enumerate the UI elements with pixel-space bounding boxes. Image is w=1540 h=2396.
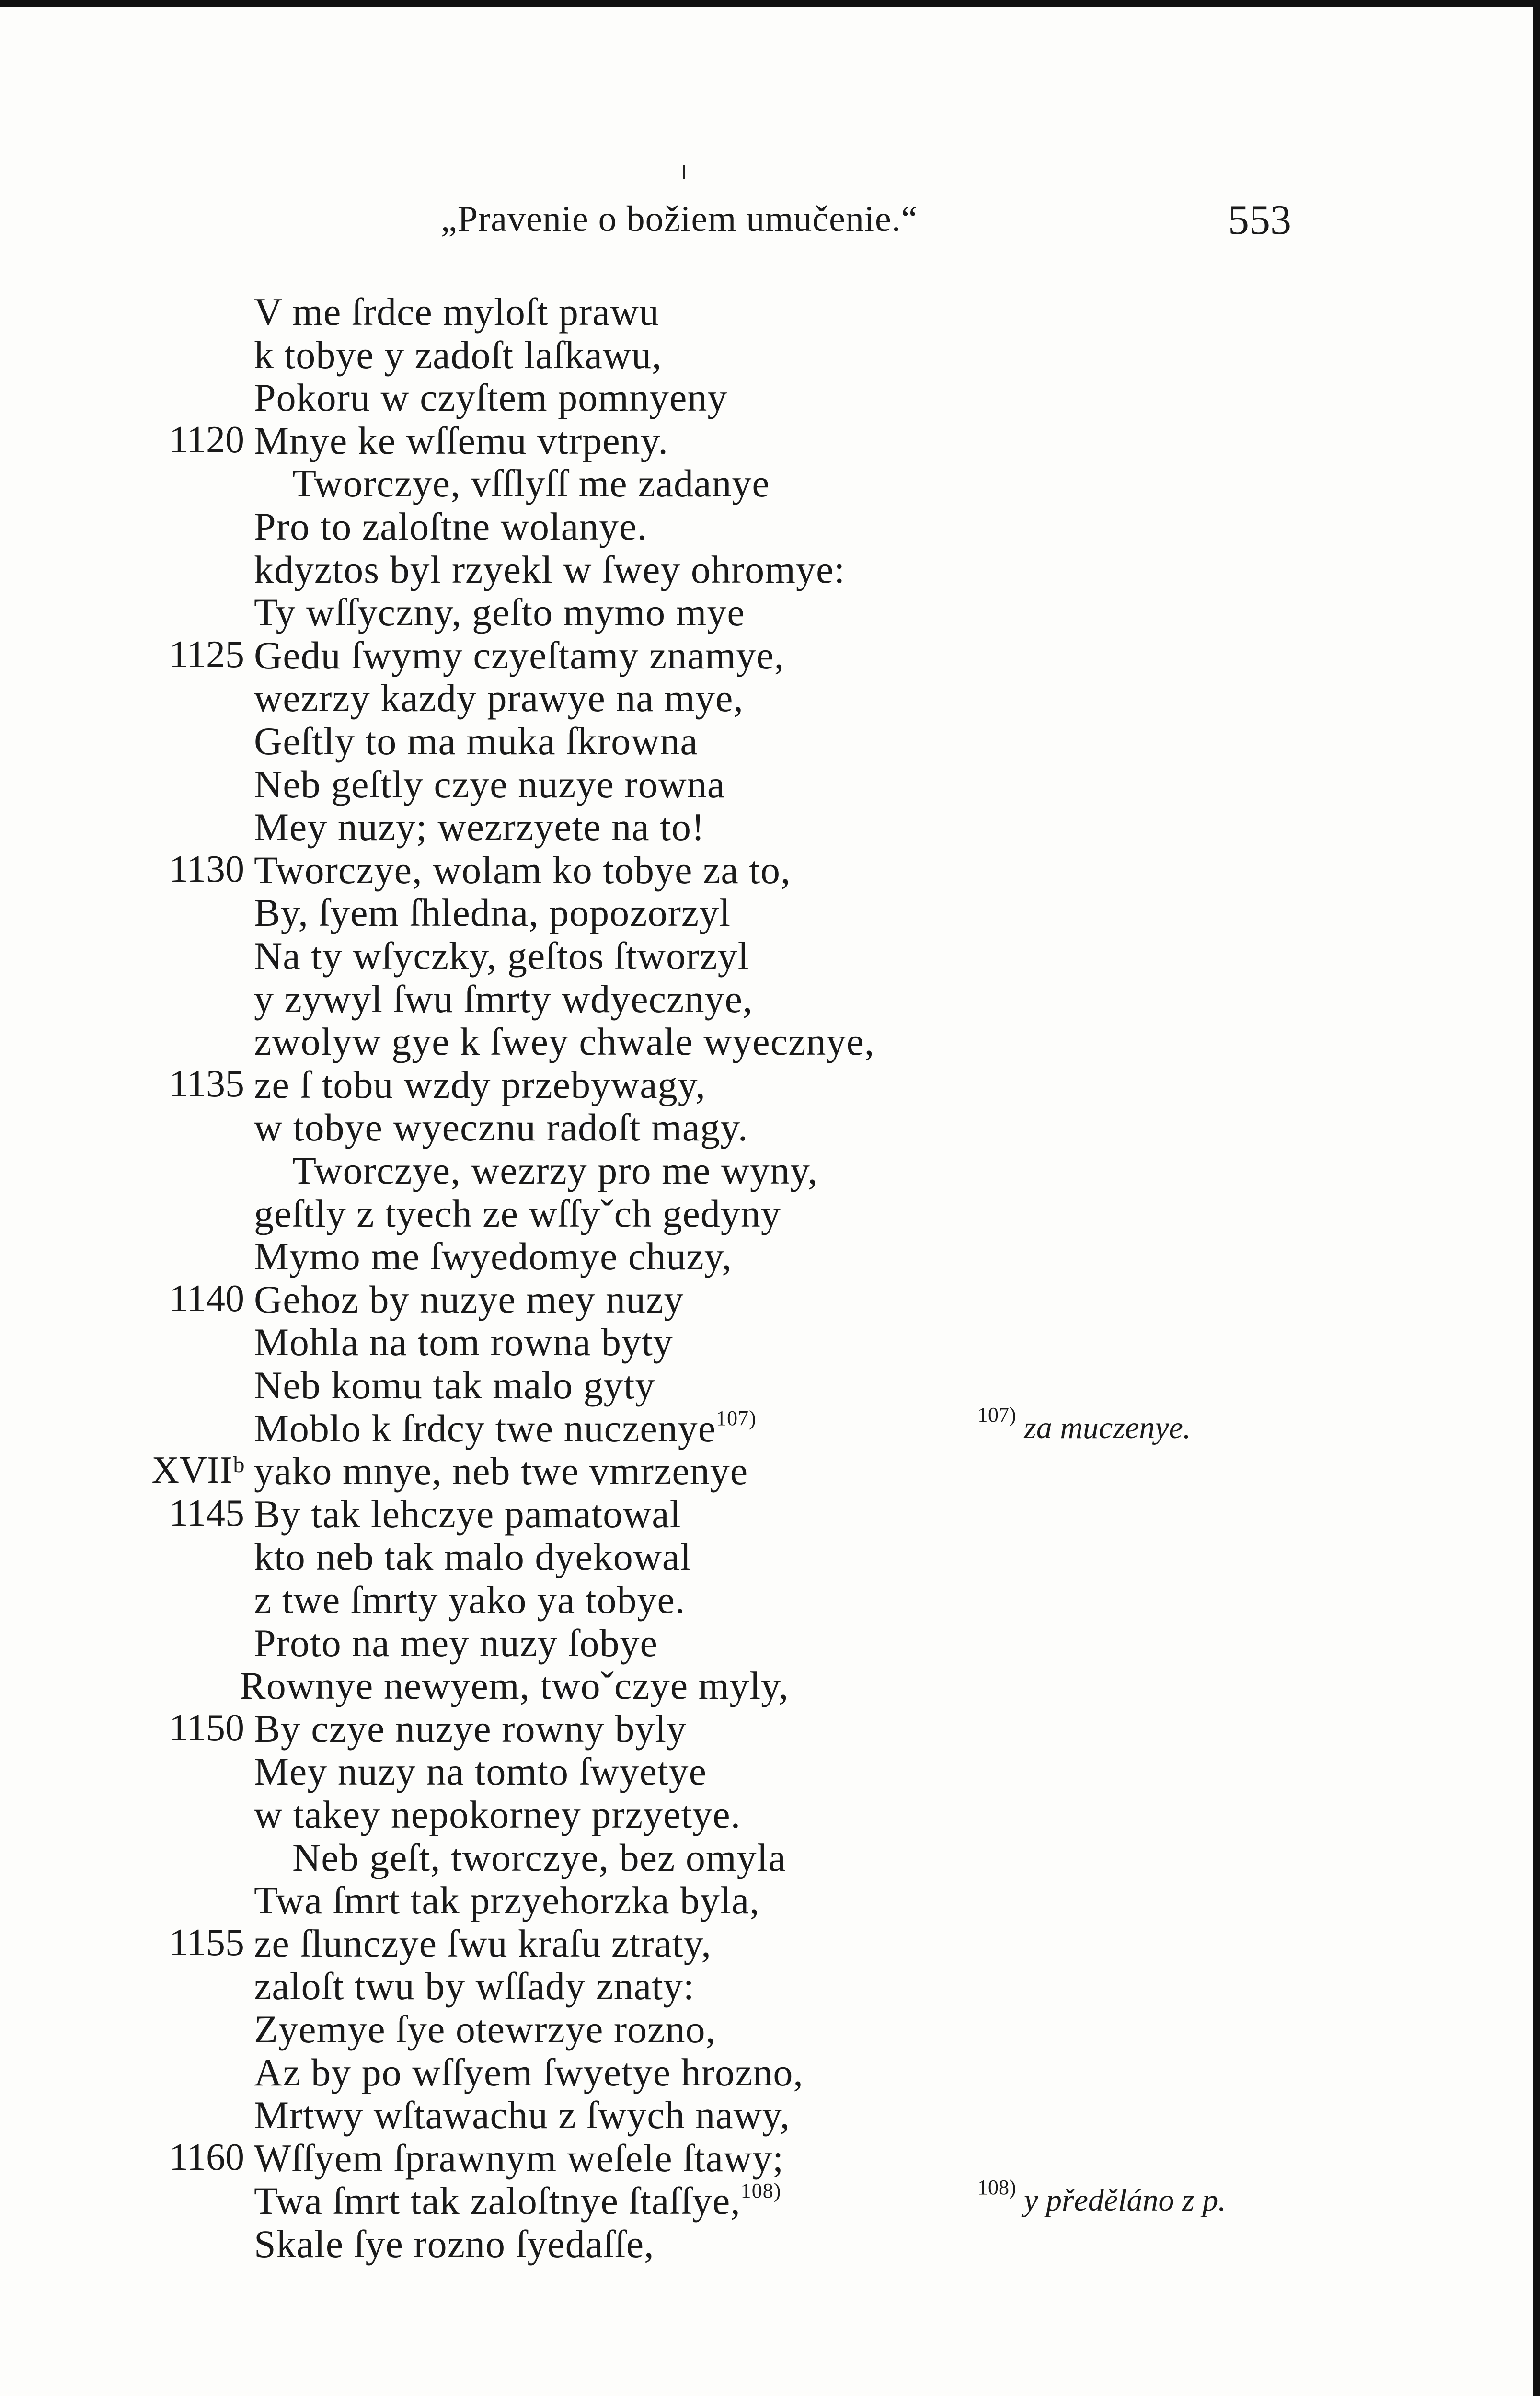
verse-text: zwolyw gye k ſwey chwale wyecznye, [254,1020,875,1064]
verse-text: kdyztos byl rzyekl w ſwey ohromye: [254,547,846,591]
verse-text: k tobye y zadoſt laſkawu, [254,333,662,377]
line-number: 1140 [169,1277,244,1320]
footnote-ref: 108) [740,2179,781,2203]
running-title: „Pravenie o božiem umučenie.“ [441,199,918,239]
line-number: XVIIᵇ [151,1449,244,1492]
line-number: 1145 [169,1492,244,1534]
line-number: 1130 [169,848,244,890]
line-number: 1135 [169,1062,244,1105]
verse-text: w takey nepokorney przyetye. [254,1793,741,1836]
line-number: 1150 [169,1706,244,1749]
verse-text: Mymo me ſwyedomye chuzy, [254,1234,732,1279]
verse-text: Pokoru w czyſtem pomnyeny [254,376,728,420]
verse-text: Az by po wſſyem ſwyetye hrozno, [254,2050,804,2094]
verse-text: geſtly z tyech ze wſſyˇch gedyny [254,1191,781,1235]
verse-text: Mohla na tom rowna byty [254,1320,673,1364]
verse-text: wezrzy kazdy prawye na mye, [254,676,744,720]
verse-text: V me ſrdce myloſt prawu [254,290,659,334]
verse-text: Mnye ke wſſemu vtrpeny. [254,418,668,462]
verse-text: y zywyl ſwu ſmrty wdyecznye, [254,977,753,1021]
verse-text: Tworczye, vſſlyſſ me zadanye [292,461,770,506]
verse-text: By czye nuzye rowny byly [254,1706,687,1751]
verse-text: kto neb tak malo dyekowal [254,1535,692,1579]
footnote [977,1403,1191,1446]
verse-text: Skale ſye rozno ſyedaſſe, [254,2222,655,2266]
verse-text: Tworczye, wezrzy pro me wyny, [292,1149,818,1192]
verse-text: Neb geſtly czye nuzye rowna [254,762,725,806]
footnote [977,2176,1226,2219]
verse-text: Moblo k ſrdcy twe nuczenye$^{107)}$ [254,1406,757,1450]
verse-text: Na ty wſyczky, geſtos ſtworzyl [254,934,749,978]
verse-text: By, ſyem ſhledna, popozorzyl [254,891,731,935]
verse-text: Mrtwy wſtawachu z ſwych nawy, [254,2093,790,2137]
footnote-mark: 107) [977,1403,1016,1427]
verse-text: Gehoz by nuzye mey nuzy [254,1277,684,1321]
verse-text: Pro to zaloſtne wolanye. [254,505,648,548]
verse-text: w tobye wyecznu radoſt magy. [254,1106,748,1150]
verse-text: Mey nuzy; wezrzyete na to! [254,805,705,849]
verse-text: By tak lehczye pamatowal [254,1492,681,1536]
verse-text: Twa ſmrt tak zaloſtnye ſtaſſye,$^{108)}$ [254,2179,781,2223]
verse-text: Ty wſſyczny, geſto mymo mye [254,590,745,634]
footnote-ref: 107) [716,1406,757,1430]
footnote-text: y předěláno z p. [1016,2183,1226,2218]
verse-text: Neb geſt, tworczye, bez omyla [292,1835,786,1879]
footnote-text: za muczenye. [1016,1410,1191,1445]
verse-text: Proto na mey nuzy ſobye [254,1621,658,1665]
verse-text: Gedu ſwymy czyeſtamy znamye, [254,633,785,677]
line-number: 1125 [169,633,244,676]
verse-text: Zyemye ſye otewrzye rozno, [254,2007,716,2051]
verse-text: Twa ſmrt tak przyehorzka byla, [254,1878,760,1923]
verse-text: Mey nuzy na tomto ſwyetye [254,1750,707,1794]
verse-text: Tworczye, wolam ko tobye za to, [254,848,791,892]
verse-text: yako mnye, neb twe vmrzenye [254,1449,748,1493]
footnote-mark: 108) [977,2176,1016,2200]
verse-text: Rownye newyem, twoˇczye myly, [240,1664,789,1708]
line-number: 1155 [169,1921,244,1964]
verse-text: zaloſt twu by wſſady znaty: [254,1964,695,2008]
line-number: 1120 [169,418,244,461]
verse-text: Geſtly to ma muka ſkrowna [254,719,698,763]
verse-text: z twe ſmrty yako ya tobye. [254,1578,686,1622]
page-number: 553 [1228,197,1291,243]
verse-text: Wſſyem ſprawnym weſele ſtawy; [254,2136,784,2180]
verse-text: Neb komu tak malo gyty [254,1363,655,1407]
verse-text: ze ſ tobu wzdy przebywagy, [254,1062,706,1106]
verse-text: ze ſlunczye ſwu kraſu ztraty, [254,1921,712,1965]
line-number: 1160 [169,2136,244,2178]
